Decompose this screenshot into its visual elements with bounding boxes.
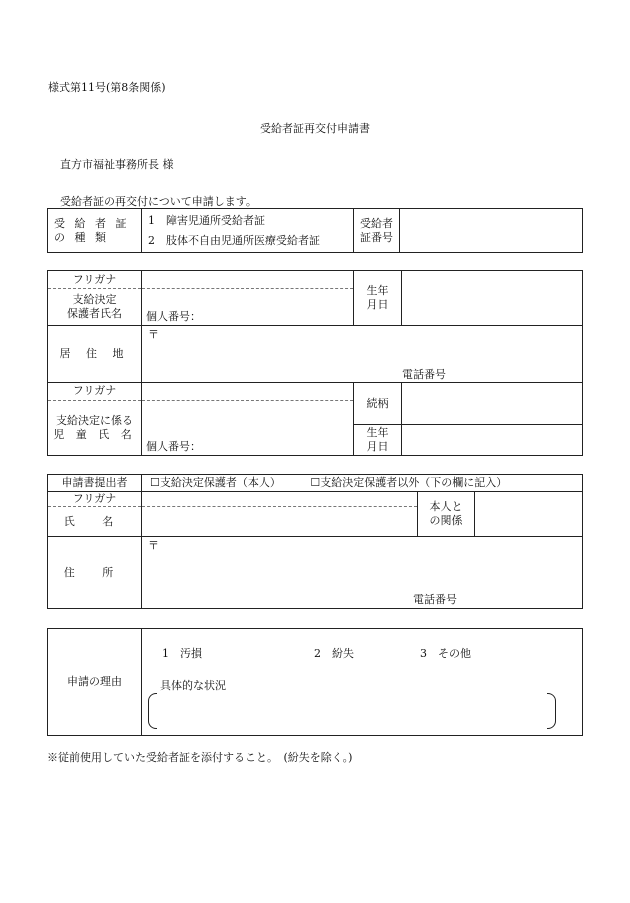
certificate-type-table — [47, 208, 583, 253]
birth-label-line1: 生年 — [366, 283, 389, 297]
submitter-label: 申請書提出者 — [48, 475, 142, 492]
personal-number-label: 個人番号： — [146, 309, 201, 323]
child-birth-line1: 生年 — [366, 426, 389, 440]
submitter-name-input[interactable] — [142, 507, 418, 537]
left-bracket-icon — [148, 693, 157, 729]
reason-option-lost[interactable]: 2 紛失 — [314, 647, 354, 660]
submitter-relation-label-cell — [418, 492, 475, 537]
submitter-furigana-input[interactable] — [142, 492, 418, 507]
address-input[interactable] — [142, 325, 583, 382]
submitter-postal-mark: 〒 — [148, 539, 159, 552]
checkbox-other-person[interactable]: ☐支給決定保護者以外（下の欄に記入） — [310, 476, 508, 489]
reason-option-other[interactable]: 3 その他 — [420, 647, 471, 660]
intro-text: 受給者証の再交付について申請します。 — [60, 195, 257, 208]
submitter-options-cell — [142, 475, 583, 492]
child-personal-number-label: 個人番号： — [146, 440, 201, 453]
cert-number-label-line2: 証番号 — [360, 230, 393, 244]
relation-label: 続柄 — [354, 382, 402, 425]
child-furigana-label: フリガナ — [48, 382, 142, 400]
detail-input[interactable] — [148, 693, 556, 729]
reason-content-cell — [142, 629, 583, 736]
form-number: 様式第11号(第8条関係) — [48, 81, 166, 94]
address-label: 居 住 地 — [48, 325, 142, 382]
submitter-address-input[interactable] — [142, 537, 583, 609]
guardian-furigana-input[interactable] — [142, 271, 354, 289]
applicant-table — [47, 270, 583, 456]
right-bracket-icon — [547, 693, 556, 729]
option-disability-cert[interactable]: 1 障害児通所受給者証 — [148, 213, 265, 227]
birth-label-cell — [354, 271, 402, 326]
child-birth-label-cell — [354, 425, 402, 456]
birth-label-line2: 月日 — [366, 297, 389, 311]
page-title: 受給者証再交付申請書 — [260, 122, 370, 135]
cert-number-input[interactable] — [400, 209, 583, 253]
reason-table — [47, 628, 583, 736]
child-name-label-cell — [48, 401, 142, 456]
child-label-line2: 児 童 氏 名 — [53, 428, 136, 442]
postal-mark: 〒 — [148, 327, 159, 341]
type-label-line1: 受 給 者 証 — [54, 216, 130, 230]
submitter-table — [47, 474, 583, 609]
child-furigana-input[interactable] — [142, 382, 354, 400]
submitter-relation-input[interactable] — [475, 492, 583, 537]
guardian-label-line2: 保護者氏名 — [67, 307, 122, 321]
submitter-address-label: 住 所 — [48, 537, 142, 609]
child-name-input[interactable] — [142, 401, 354, 456]
reason-label: 申請の理由 — [48, 629, 142, 736]
submitter-furigana-label: フリガナ — [48, 492, 142, 507]
option-medical-cert[interactable]: 2 肢体不自由児通所医療受給者証 — [148, 233, 320, 247]
submitter-name-label: 氏 名 — [48, 507, 142, 537]
reason-option-soiled[interactable]: 1 汚損 — [162, 647, 202, 660]
furigana-label: フリガナ — [48, 271, 142, 289]
cert-number-label-line1: 受給者 — [360, 216, 393, 230]
guardian-name-input[interactable] — [142, 289, 354, 326]
footnote: ※従前使用していた受給者証を添付すること。 (紛失を除く。) — [47, 751, 353, 764]
detail-label: 具体的な状況 — [160, 679, 226, 692]
child-birth-line2: 月日 — [366, 440, 389, 454]
guardian-label-line1: 支給決定 — [72, 293, 117, 307]
relation-input[interactable] — [402, 382, 583, 425]
relation-label-line2: の関係 — [429, 514, 463, 527]
child-birthdate-input[interactable] — [402, 425, 583, 456]
addressee: 直方市福祉事務所長 様 — [60, 158, 174, 171]
child-label-line1: 支給決定に係る — [56, 414, 133, 428]
type-label-cell — [48, 209, 142, 253]
type-label-line2: の 種 類 — [54, 230, 109, 244]
relation-label-line1: 本人と — [429, 500, 463, 513]
guardian-birthdate-input[interactable] — [402, 271, 583, 326]
checkbox-guardian-self[interactable]: ☐支給決定保護者（本人） — [150, 476, 281, 489]
submitter-phone-label: 電話番号 — [413, 593, 457, 606]
cert-number-label-cell — [354, 209, 400, 253]
guardian-name-label-cell — [48, 289, 142, 326]
phone-label: 電話番号 — [402, 367, 446, 381]
type-options-cell — [142, 209, 354, 253]
